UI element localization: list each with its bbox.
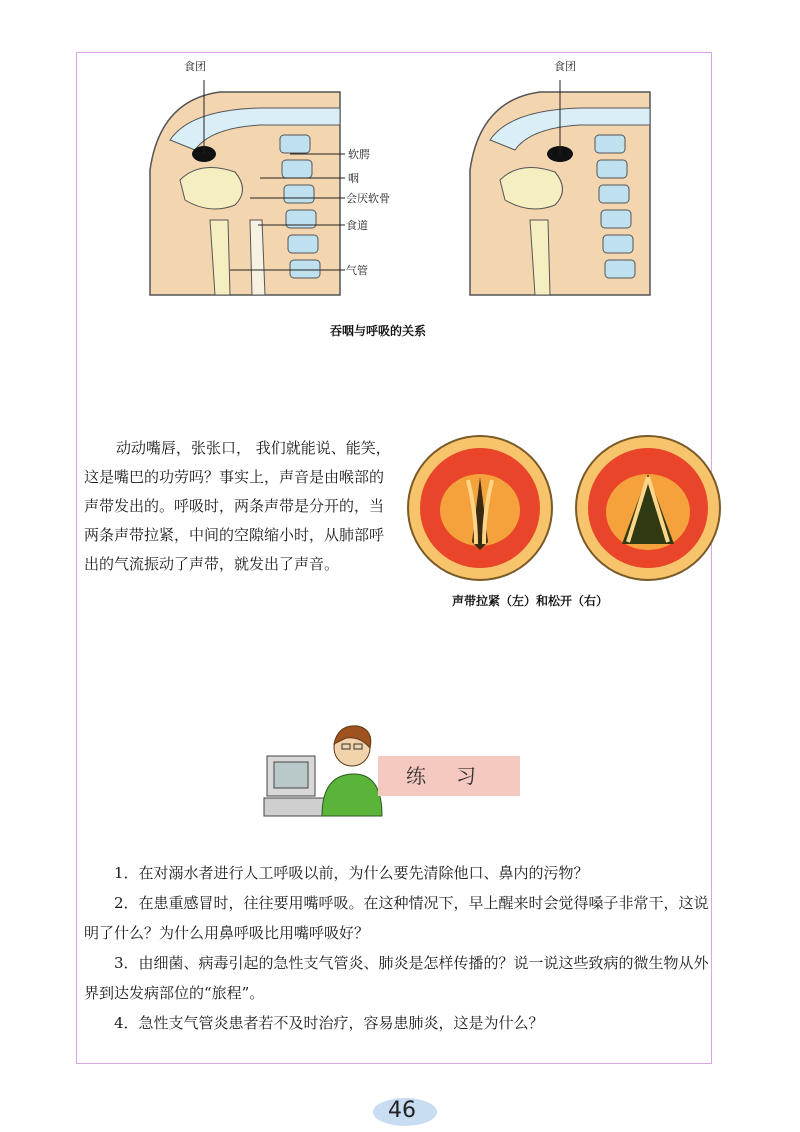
label-pharynx: 咽 xyxy=(348,172,359,185)
question-2: 2．在患重感冒时，往往要用嘴呼吸。在这种情况下，早上醒来时会觉得嗓子非常干，这说明了什么？为什么用鼻呼吸比用嘴呼吸好？ xyxy=(84,894,709,942)
label-food-bolus-left: 食团 xyxy=(184,60,206,73)
label-epiglottis: 会厌软骨 xyxy=(346,192,390,205)
student-computer-icon xyxy=(262,716,392,826)
exercise-title: 练习 xyxy=(406,764,506,788)
swallow-diagram-left xyxy=(140,80,360,300)
label-soft-palate: 软腭 xyxy=(348,148,370,161)
question-4: 4．急性支气管炎患者若不及时治疗，容易患肺炎，这是为什么？ xyxy=(114,1014,544,1032)
label-food-bolus-right: 食团 xyxy=(554,60,576,73)
label-esophagus: 食道 xyxy=(346,219,368,232)
question-3: 3．由细菌、病毒引起的急性支气管炎、肺炎是怎样传播的？说一说这些致病的微生物从外界到达发病部位的“旅程”。 xyxy=(84,954,709,1002)
page-number: 46 xyxy=(388,1098,416,1123)
swallow-diagram-right xyxy=(460,80,660,300)
figure2-caption: 声带拉紧（左）和松开（右） xyxy=(452,594,609,608)
body-paragraph: 动动嘴唇，张张口， 我们就能说、能笑，这是嘴巴的功劳吗？事实上，声音是由喉部的声带发出的。呼吸时，两条声带是分开的，当两条声带拉紧，中间的空隙缩小时，从肺部呼出的气流振动了声带，就发出了声音。 xyxy=(84,439,391,573)
vocal-cords-relaxed-image xyxy=(572,432,724,584)
question-1: 1．在对溺水者进行人工呼吸以前，为什么要先清除他口、鼻内的污物？ xyxy=(114,864,589,882)
vocal-cords-tight-image xyxy=(404,432,556,584)
figure1-caption: 吞咽与呼吸的关系 xyxy=(330,324,427,338)
label-trachea: 气管 xyxy=(346,264,368,277)
